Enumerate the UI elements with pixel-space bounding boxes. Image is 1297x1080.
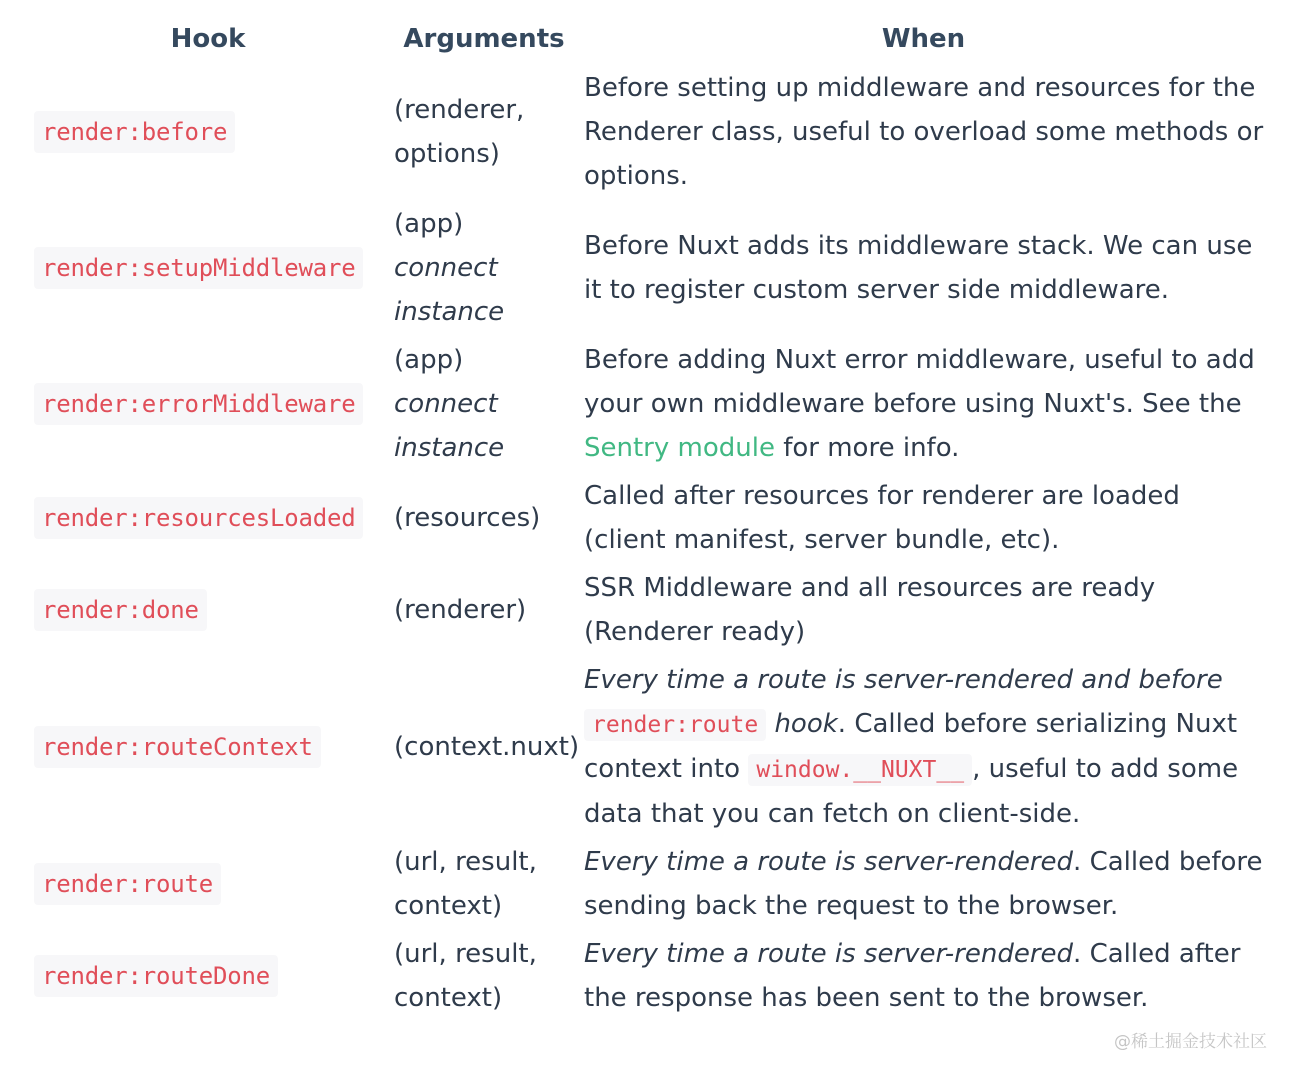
when-cell bbox=[582, 336, 1265, 472]
watermark: @稀土掘金技术社区 bbox=[1114, 1032, 1267, 1052]
hook-name: render:routeDone bbox=[34, 955, 278, 997]
when-text: Before setting up middleware and resources for the Renderer class, useful to overload some methods or options. bbox=[584, 73, 1264, 191]
header-hook: Hook bbox=[170, 24, 246, 54]
arg-line: (app) bbox=[394, 209, 464, 239]
when-text: . Called before serializing Nuxt context into bbox=[584, 709, 1238, 784]
hook-cell bbox=[30, 200, 386, 336]
table-row bbox=[30, 472, 1265, 564]
hook-cell bbox=[30, 472, 386, 564]
args-cell bbox=[386, 336, 582, 472]
table-row bbox=[30, 838, 1265, 930]
when-text: for more info. bbox=[774, 433, 960, 463]
table-row bbox=[30, 200, 1265, 336]
args-cell bbox=[386, 838, 582, 930]
when-cell bbox=[582, 200, 1265, 336]
table-row bbox=[30, 336, 1265, 472]
args-cell bbox=[386, 200, 582, 336]
hook-cell bbox=[30, 336, 386, 472]
arg-line: instance bbox=[394, 297, 505, 327]
inline-code-window-nuxt: window.__NUXT__ bbox=[748, 754, 972, 786]
when-cell bbox=[582, 564, 1265, 656]
when-emphasis: Every time a route is server-rendered bbox=[584, 939, 1074, 969]
hook-name: render:before bbox=[34, 111, 235, 153]
arg-line: connect bbox=[394, 253, 498, 283]
when-text: SSR Middleware and all resources are ready (Renderer ready) bbox=[584, 573, 1156, 647]
when-cell bbox=[582, 930, 1265, 1022]
arg-line: (url, result, bbox=[394, 939, 537, 969]
table-row bbox=[30, 64, 1265, 200]
arg-line: (app) bbox=[394, 345, 464, 375]
inline-code-render-route: render:route bbox=[584, 709, 766, 741]
args-cell bbox=[386, 64, 582, 200]
arg-line: connect bbox=[394, 389, 498, 419]
hook-cell bbox=[30, 64, 386, 200]
sentry-module-link[interactable]: Sentry module bbox=[584, 433, 775, 463]
hook-cell bbox=[30, 930, 386, 1022]
args-cell bbox=[386, 656, 582, 838]
hook-name: render:setupMiddleware bbox=[34, 247, 363, 289]
arg-line: (context.nuxt) bbox=[394, 732, 580, 762]
hook-name: render:resourcesLoaded bbox=[34, 497, 363, 539]
when-emphasis: hook bbox=[774, 709, 838, 739]
args-cell bbox=[386, 564, 582, 656]
when-cell bbox=[582, 656, 1265, 838]
when-cell bbox=[582, 838, 1265, 930]
when-text: . Called after the response has been sent to the browser. bbox=[584, 939, 1241, 1013]
hook-cell bbox=[30, 656, 386, 838]
header-when: When bbox=[881, 24, 966, 54]
when-cell bbox=[582, 472, 1265, 564]
args-cell bbox=[386, 472, 582, 564]
when-text: , useful to add some data that you can fetch on client-side. bbox=[584, 754, 1239, 829]
arg-line: context) bbox=[394, 891, 503, 921]
arg-line: options) bbox=[394, 139, 500, 169]
when-emphasis: Every time a route is server-rendered bbox=[584, 847, 1074, 877]
hook-name: render:route bbox=[34, 863, 221, 905]
when-text: Called after resources for renderer are loaded (client manifest, server bundle, etc). bbox=[584, 481, 1180, 555]
arg-line: instance bbox=[394, 433, 505, 463]
when-text: Before Nuxt adds its middleware stack. We can use it to register custom server side middleware. bbox=[584, 231, 1253, 305]
header-arguments: Arguments bbox=[403, 24, 565, 54]
arg-line: (url, result, bbox=[394, 847, 537, 877]
args-cell bbox=[386, 930, 582, 1022]
arg-line: (renderer, bbox=[394, 95, 525, 125]
hook-cell bbox=[30, 564, 386, 656]
when-cell bbox=[582, 64, 1265, 200]
table-header-row bbox=[30, 14, 1265, 64]
table-row bbox=[30, 930, 1265, 1022]
hook-cell bbox=[30, 838, 386, 930]
hooks-table bbox=[30, 14, 1265, 1022]
hook-name: render:routeContext bbox=[34, 726, 321, 768]
when-text: Before adding Nuxt error middleware, useful to add your own middleware before using Nuxt's. See the bbox=[584, 345, 1255, 419]
when-text: . Called before sending back the request to the browser. bbox=[584, 847, 1263, 921]
table-row bbox=[30, 656, 1265, 838]
hook-name: render:errorMiddleware bbox=[34, 383, 363, 425]
when-emphasis: Every time a route is server-rendered and before bbox=[584, 665, 1223, 695]
hook-name: render:done bbox=[34, 589, 207, 631]
arg-line: context) bbox=[394, 983, 503, 1013]
arg-line: (resources) bbox=[394, 503, 541, 533]
table-row bbox=[30, 564, 1265, 656]
arg-line: (renderer) bbox=[394, 595, 527, 625]
